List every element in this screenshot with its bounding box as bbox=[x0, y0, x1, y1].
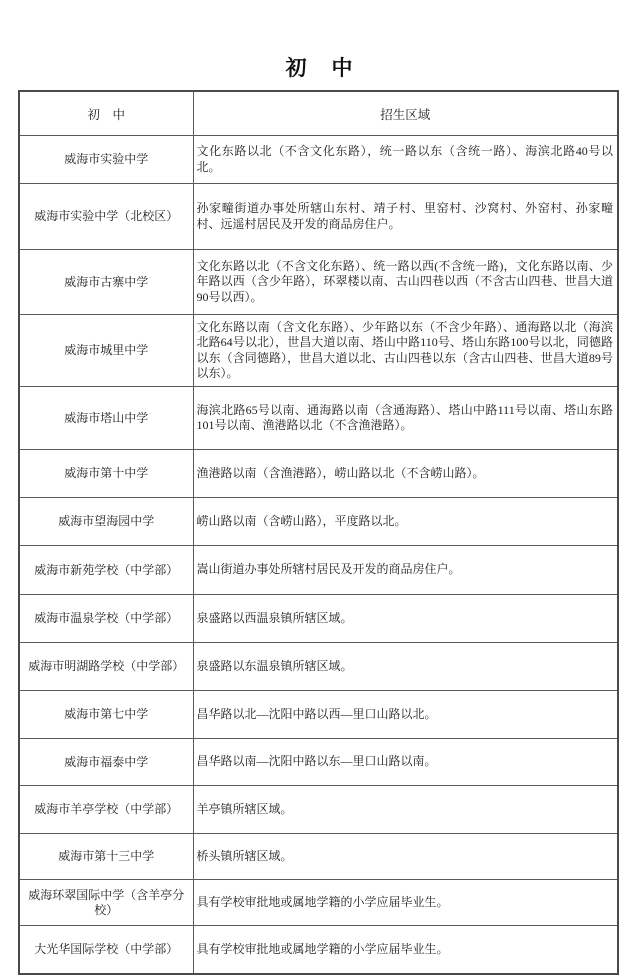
table-row bbox=[19, 184, 618, 250]
district-cell: 昌华路以北—沈阳中路以西—里口山路以北。 bbox=[193, 691, 618, 739]
table-row bbox=[19, 834, 618, 880]
school-name-cell: 威海市实验中学（北校区） bbox=[19, 184, 193, 250]
table-row bbox=[19, 643, 618, 691]
school-name-cell: 威海市新苑学校（中学部） bbox=[19, 546, 193, 595]
school-name-cell: 大光华国际学校（中学部） bbox=[19, 926, 193, 975]
school-name-cell: 威海环翠国际中学（含羊亭分校） bbox=[19, 880, 193, 926]
table-row bbox=[19, 136, 618, 184]
district-cell: 文化东路以北（不含文化东路），统一路以东（含统一路）、海滨北路40号以北。 bbox=[193, 136, 618, 184]
table-row bbox=[19, 880, 618, 926]
table-row bbox=[19, 315, 618, 387]
school-name-cell: 威海市温泉学校（中学部） bbox=[19, 595, 193, 643]
column-header-district: 招生区域 bbox=[193, 91, 618, 136]
school-name-cell: 威海市第十三中学 bbox=[19, 834, 193, 880]
school-name-cell: 威海市实验中学 bbox=[19, 136, 193, 184]
school-name-cell: 威海市第七中学 bbox=[19, 691, 193, 739]
school-name-cell: 威海市第十中学 bbox=[19, 450, 193, 498]
school-name-cell: 威海市羊亭学校（中学部） bbox=[19, 786, 193, 834]
district-cell: 具有学校审批地或属地学籍的小学应届毕业生。 bbox=[193, 926, 618, 975]
district-cell: 孙家疃街道办事处所辖山东村、靖子村、里窑村、沙窝村、外窑村、孙家疃村、远遥村居民及开发的商品房住户。 bbox=[193, 184, 618, 250]
school-name-cell: 威海市城里中学 bbox=[19, 315, 193, 387]
district-cell: 文化东路以南（含文化东路）、少年路以东（不含少年路）、通海路以北（海滨北路64号以北），世昌大道以南、塔山中路110号、塔山东路100号以北，同德路以东（含同德路），世昌大道以北、古山四巷以东（含古山四巷、世昌大道89号以东）。 bbox=[193, 315, 618, 387]
district-cell: 羊亭镇所辖区域。 bbox=[193, 786, 618, 834]
district-cell: 嵩山街道办事处所辖村居民及开发的商品房住户。 bbox=[193, 546, 618, 595]
table-row bbox=[19, 595, 618, 643]
table-row bbox=[19, 691, 618, 739]
column-header-school: 初 中 bbox=[19, 91, 193, 136]
table-row bbox=[19, 250, 618, 315]
school-name-cell: 威海市塔山中学 bbox=[19, 387, 193, 450]
district-cell: 渔港路以南（含渔港路），崂山路以北（不含崂山路）。 bbox=[193, 450, 618, 498]
district-cell: 昌华路以南—沈阳中路以东—里口山路以南。 bbox=[193, 739, 618, 786]
page-title: 初 中 bbox=[285, 56, 355, 80]
district-cell: 崂山路以南（含崂山路），平度路以北。 bbox=[193, 498, 618, 546]
district-cell: 泉盛路以东温泉镇所辖区域。 bbox=[193, 643, 618, 691]
table-row bbox=[19, 546, 618, 595]
admission-table bbox=[18, 90, 619, 975]
school-name-cell: 威海市福泰中学 bbox=[19, 739, 193, 786]
district-cell: 海滨北路65号以南、通海路以南（含通海路）、塔山中路111号以南、塔山东路101号以南、渔港路以北（不含渔港路）。 bbox=[193, 387, 618, 450]
table-row bbox=[19, 739, 618, 786]
district-cell: 泉盛路以西温泉镇所辖区域。 bbox=[193, 595, 618, 643]
district-cell: 文化东路以北（不含文化东路）、统一路以西(不含统一路)，文化东路以南、少年路以西（含少年路），环翠楼以南、古山四巷以西（不含古山四巷、世昌大道90号以西）。 bbox=[193, 250, 618, 315]
school-name-cell: 威海市明湖路学校（中学部） bbox=[19, 643, 193, 691]
table-row bbox=[19, 786, 618, 834]
school-name-cell: 威海市古寨中学 bbox=[19, 250, 193, 315]
table-header-row bbox=[19, 91, 618, 136]
table-row bbox=[19, 926, 618, 975]
school-name-cell: 威海市望海园中学 bbox=[19, 498, 193, 546]
table-row bbox=[19, 387, 618, 450]
district-cell: 桥头镇所辖区域。 bbox=[193, 834, 618, 880]
district-cell: 具有学校审批地或属地学籍的小学应届毕业生。 bbox=[193, 880, 618, 926]
table-row bbox=[19, 498, 618, 546]
table-row bbox=[19, 450, 618, 498]
